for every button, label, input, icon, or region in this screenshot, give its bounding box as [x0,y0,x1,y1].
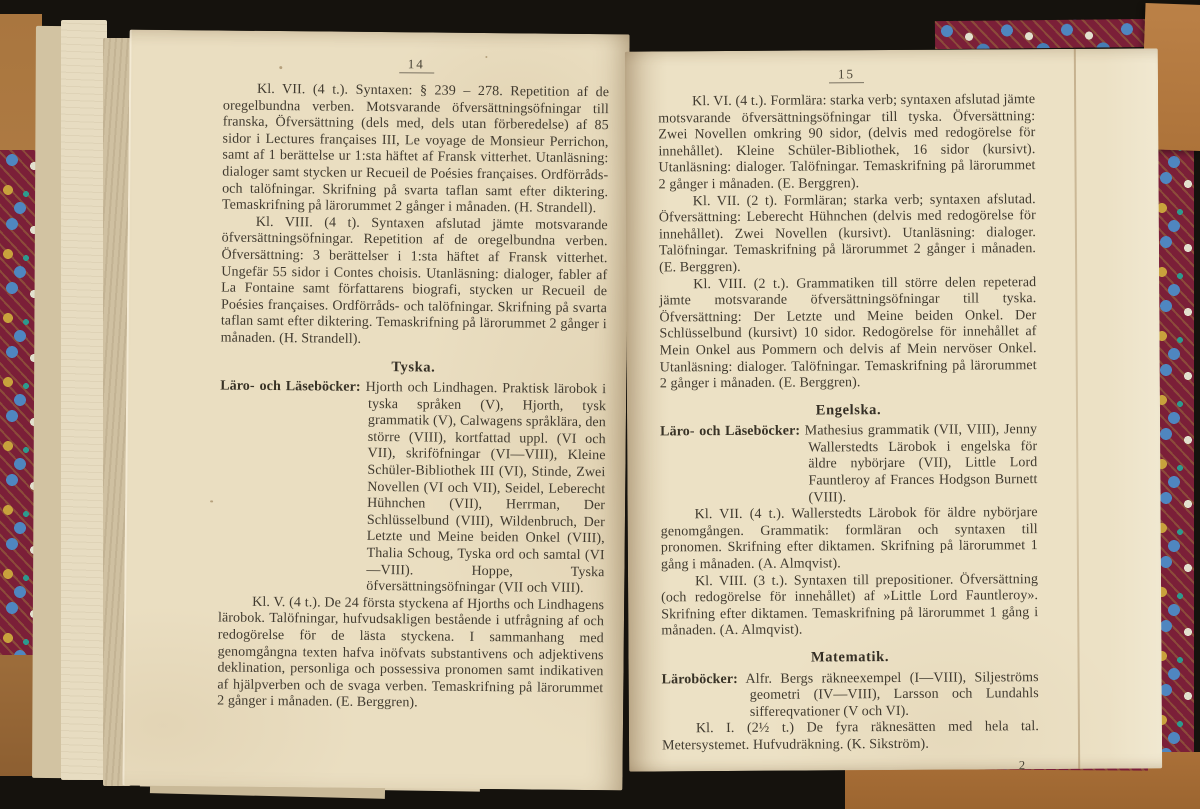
paragraph-kl-v-tyska: Kl. V. (4 t.). De 24 första styckena af Hjorths och Lindhagens lärobok. Talöfningar, hufvudsakligen bestående i utfrågning af och redogörelse för de lästa styckena. I sammanhang med genomgångna texten hafva inöfvats substantivens och adjektivens deklination, personliga och possessiva pronomen samt indikativen af hjälpverben och de svaga verben. Temaskrifning på lärorummet 2 gånger i månaden. (E. Berggren). [217,594,605,711]
textbook-list-matematik [662,670,1039,722]
paragraph-kl-vi-tyska: Kl. VI. (4 t.). Formlära: starka verb; syntaxen afslutad jämte motsvarande öfversättningsöfningar till tyska. Öfversättning: Zwei Novellen omkring 90 sidor, (delvis med redogörelse för innehållet). Kleine Schüler-Bibliothek, 16 sidor (kursivt). Utanläsning: dialoger. Talöfningar. Temaskrifning på lärorummet 2 gånger i månaden. (E. Berggren). [658,92,1036,193]
left-page [122,30,629,791]
page-edge-crease [1074,49,1080,769]
page-number-row [223,55,609,76]
marbled-endpaper-top [935,19,1160,49]
left-page-text [217,55,609,715]
right-page [625,48,1162,771]
textbook-list-text: Hjorth och Lindhagen. Praktisk lärobok i tyska språken (V), Hjorth, tysk grammatik (V), Calwagens språklära, den större (VIII), kortfattad uppl. (VI och VII), skriföfningar (VI—VIII), Kleine Schüler-Bibliothek III (VI), Stinde, Zwei Novellen (VI och VII), Seidel, Leberecht Hühnchen (VII), Herrman, Der Schlüsselbund (VIII), Wildenbruch, Der Letzte und Meine beiden Onkel (VIII), Thalia Schoug, Tyska ord och samtal (VI—VIII). Hoppe, Tyska öfversättningsöfningar (VII och VIII). [365,379,607,597]
textbook-list-label: Läro- och Läseböcker: [220,378,361,395]
section-heading-engelska: Engelska. [815,401,882,419]
paragraph-kl-viii-french: Kl. VIII. (4 t). Syntaxen afslutad jämte motsvarande öfversättningsöfningar. Repetition af de oregelbundna verben. Öfversättning: 3 berättelser i 1:sta häftet af Fransk vitterhet. Ungefär 55 sidor i Contes choisis. Utanläsning: dialoger, fabler af La Fontaine samt författarens biografi, stycken ur Recueil de Poésies françaises. Ordförråds- och talöfningar. Skrifning på svarta taflan samt efter diktering. Temaskrifning på lärorummet 2 gånger i månaden. (H. Strandell). [220,214,608,347]
section-heading-matematik: Matematik. [810,649,890,666]
page-stack-edge [61,20,107,780]
textbook-list-engelska [660,422,1037,507]
textbook-list-label: Läro- och Läseböcker: [660,423,801,440]
right-page-text [658,65,1039,775]
textbook-list-text: Mathesius grammatik (VII, VIII), Jenny Wallerstedts Lärobok i engelska för äldre nybörjare (VII), Little Lord Fauntleroy af Frances Hodgson Burnett (VIII). [804,422,1038,506]
page-number: 15 [829,66,864,83]
paragraph-kl-vii-engelska: Kl. VII. (4 t.). Wallerstedts Lärobok för äldre nybörjare genomgången. Grammatik: formläran och syntaxen till pronomen. Skrifning efter diktamen. Skrifning på lärorummet 1 gång i månaden. (A. Almqvist). [660,505,1038,573]
paragraph-kl-viii-tyska: Kl. VIII. (2 t.). Grammatiken till större delen repeterad jämte motsvarande öfversättningsöfningar till tyska. Öfversättning: Der Letzte und Meine beiden Onkel. Der Schlüsselbund (kursivt) 10 sidor. Redogörelse för innehållet af Mein Onkel aus Pommern och delvis af Mein nervöser Onkel. Utanläsning: dialoger. Talöfningar. Temaskrifning på lärorummet 2 gånger i månaden. (E. Berggren). [659,274,1037,392]
paragraph-kl-vii-tyska: Kl. VII. (2 t). Formläran; starka verb; syntaxen afslutad. Öfversättning: Leberecht Hühnchen (delvis med redogörelse för innehållet). Zwei Novellen (kursivt). Utanläsning: dialoger. Talöfningar. Temaskrifning på lärorummet 2 gånger i månaden. (E. Berggren). [658,191,1037,276]
textbook-list-label: Läroböcker: [661,671,738,688]
textbook-list-tyska [218,379,606,598]
textbook-list-text: Alfr. Bergs räkneexempel (I—VIII), Siljeströms geometri (IV—VIII), Larsson och Lundahls siffereqvationer (V och VI). [745,669,1039,720]
page-number-row [658,65,1035,84]
paragraph-kl-vii-french: Kl. VII. (4 t.). Syntaxen: § 239 – 278. Repetition af de oregelbundna verben. Motsvarande öfversättningsöfningar till franska, Öfversättning (dels med, dels utan förberedelse) af 85 sidor i Lectures françaises III, Le voyage de Monsieur Perrichon, samt af 1 berättelse ur 1:sta häftet af Fransk vitterhet. Utanläsning: dialoger samt stycken ur Recueil de Poésies françaises. Ordförråds- och talöfningar. Skrifning på svarta taflan samt efter diktering. Temaskrifning på lärorummet 2 gånger i månaden. (H. Strandell). [221,81,610,217]
signature-mark: 2 [1018,757,1026,772]
paragraph-kl-i-matematik: Kl. I. (2½ t.) De fyra räknesätten med hela tal. Metersystemet. Hufvudräkning. (K. Sikström). [662,719,1039,754]
foxing-speck [210,500,213,502]
page-number: 14 [399,56,434,73]
paragraph-kl-viii-engelska: Kl. VIII. (3 t.). Syntaxen till prepositioner. Öfversättning (och redogörelse för innehållet) af »Little Lord Fauntleroy». Skrifning efter diktamen. Temaskrifning på lärorummet 1 gång i månaden. (A. Almqvist). [661,571,1039,639]
section-heading-tyska: Tyska. [391,358,436,376]
